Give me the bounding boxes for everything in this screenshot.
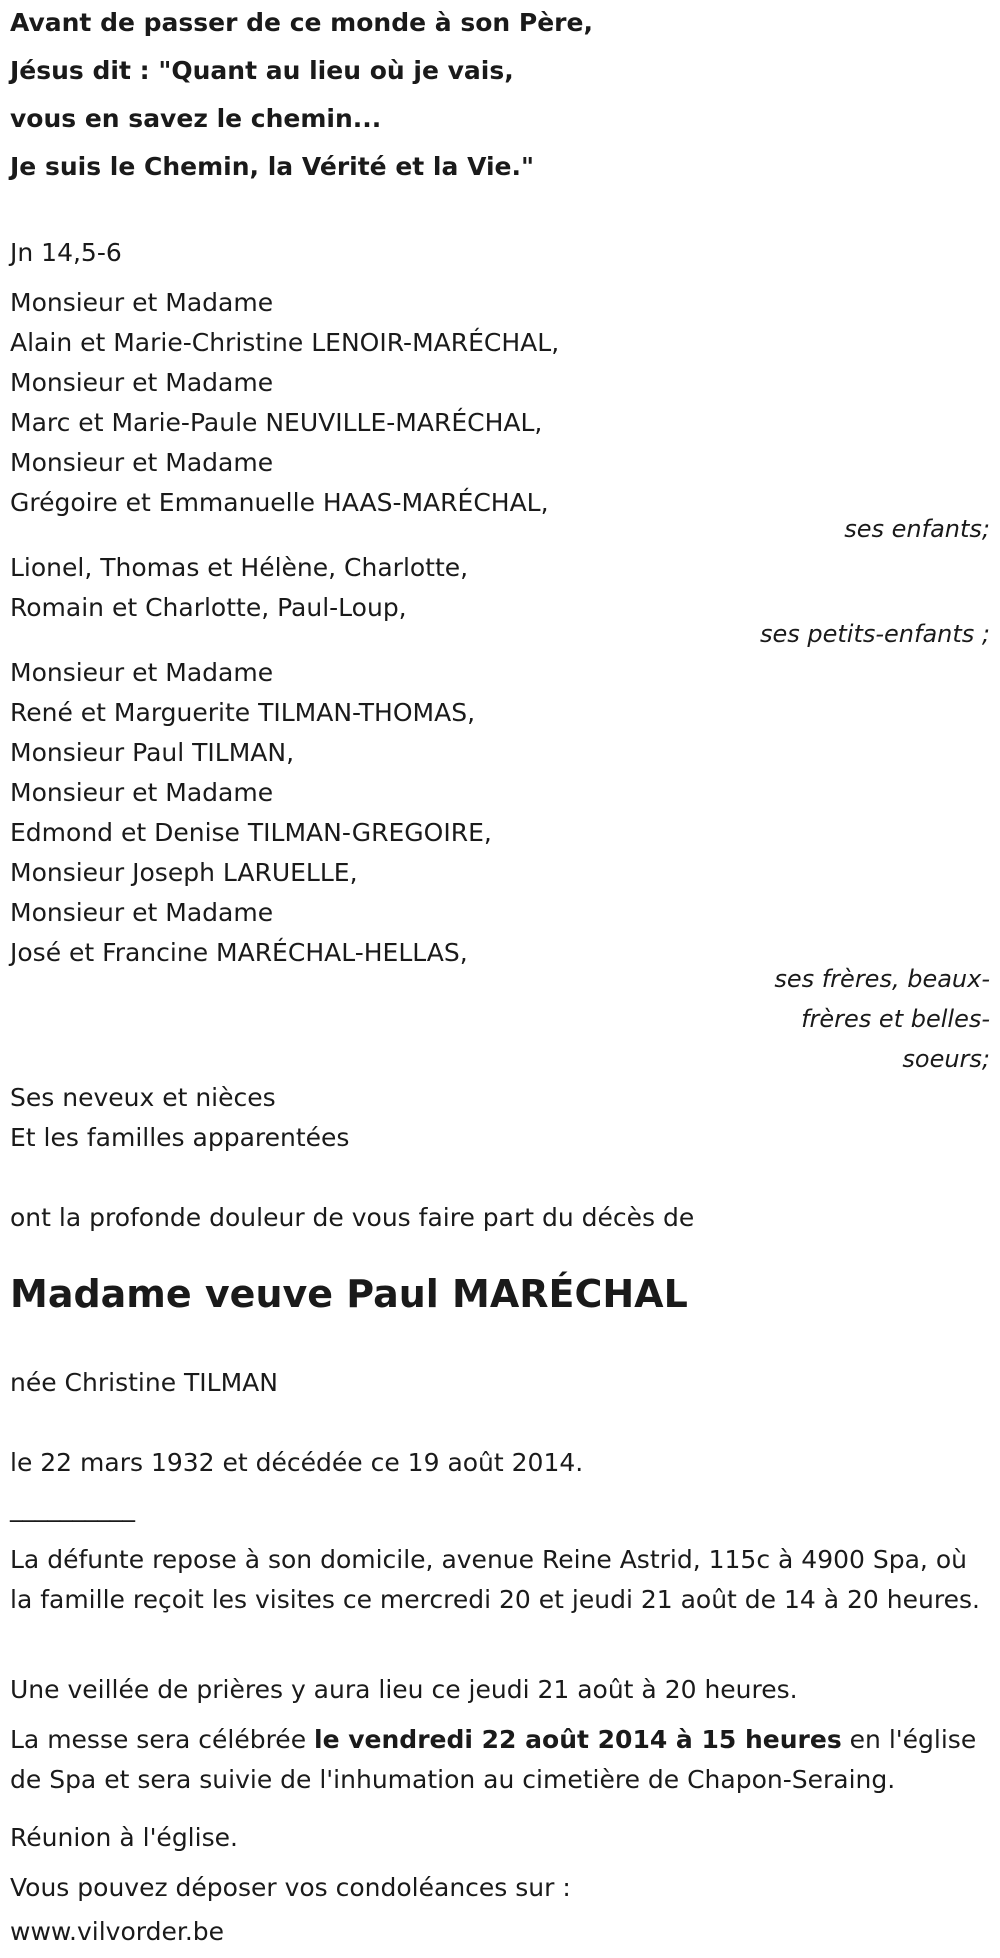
mass-date: le vendredi 22 août 2014 à 15 heures [314, 1725, 842, 1754]
family-line: Monsieur et Madame [10, 778, 274, 807]
mass-text: La messe sera célébrée [10, 1725, 315, 1754]
family-line: Monsieur et Madame [10, 898, 274, 927]
repose-paragraph: La défunte repose à son domicile, avenue Reine Astrid, 115c à 4900 Spa, où la famille reçoit les visites ce mercredi 20 et jeudi 21 août de 14 à 20 heures. [10, 1545, 980, 1614]
deceased-name: Madame veuve Paul MARÉCHAL [10, 1272, 688, 1316]
family-line: Edmond et Denise TILMAN-GREGOIRE, [10, 818, 492, 847]
family-line: Grégoire et Emmanuelle HAAS-MARÉCHAL, [10, 488, 549, 517]
life-dates: le 22 mars 1932 et décédée ce 19 août 2014. [10, 1448, 584, 1477]
quote-line: Je suis le Chemin, la Vérité et la Vie." [10, 152, 535, 181]
family-line: Alain et Marie-Christine LENOIR-MARÉCHAL, [10, 328, 560, 357]
reunion-paragraph: Réunion à l'église. [10, 1823, 238, 1852]
family-line: René et Marguerite TILMAN-THOMAS, [10, 698, 476, 727]
role-siblings: frères et belles- [801, 1005, 990, 1033]
family-line: Monsieur et Madame [10, 448, 274, 477]
family-line: Monsieur et Madame [10, 368, 274, 397]
role-siblings: ses frères, beaux- [774, 965, 990, 993]
separator: __________ [10, 1493, 135, 1522]
quote-line: Avant de passer de ce monde à son Père, [10, 8, 593, 37]
family-line: Et les familles apparentées [10, 1123, 350, 1152]
family-line: José et Francine MARÉCHAL-HELLAS, [10, 938, 468, 967]
family-line: Romain et Charlotte, Paul-Loup, [10, 593, 407, 622]
family-line: Monsieur Joseph LARUELLE, [10, 858, 358, 887]
quote-line: Jésus dit : "Quant au lieu où je vais, [10, 56, 514, 85]
announcement-text: ont la profonde douleur de vous faire part du décès de [10, 1203, 695, 1232]
family-line: Marc et Marie-Paule NEUVILLE-MARÉCHAL, [10, 408, 543, 437]
mass-text: en l'église de Spa et sera suivie de l'inhumation au cimetière de Chapon-Seraing. [10, 1725, 977, 1794]
family-line: Monsieur Paul TILMAN, [10, 738, 295, 767]
mass-paragraph [10, 1720, 990, 1800]
family-line: Monsieur et Madame [10, 658, 274, 687]
role-grandchildren: ses petits-enfants ; [759, 620, 990, 648]
website-link[interactable]: www.vilvorder.be [10, 1917, 225, 1946]
birth-name: née Christine TILMAN [10, 1368, 278, 1397]
quote-line: vous en savez le chemin... [10, 104, 382, 133]
family-line: Lionel, Thomas et Hélène, Charlotte, [10, 553, 469, 582]
condolences-paragraph: Vous pouvez déposer vos condoléances sur : [10, 1873, 571, 1902]
quote-reference: Jn 14,5-6 [10, 238, 122, 267]
vigil-paragraph: Une veillée de prières y aura lieu ce jeudi 21 août à 20 heures. [10, 1675, 798, 1704]
family-line: Monsieur et Madame [10, 288, 274, 317]
role-siblings: soeurs; [902, 1045, 990, 1073]
family-line: Ses neveux et nièces [10, 1083, 276, 1112]
role-children: ses enfants; [844, 515, 990, 543]
